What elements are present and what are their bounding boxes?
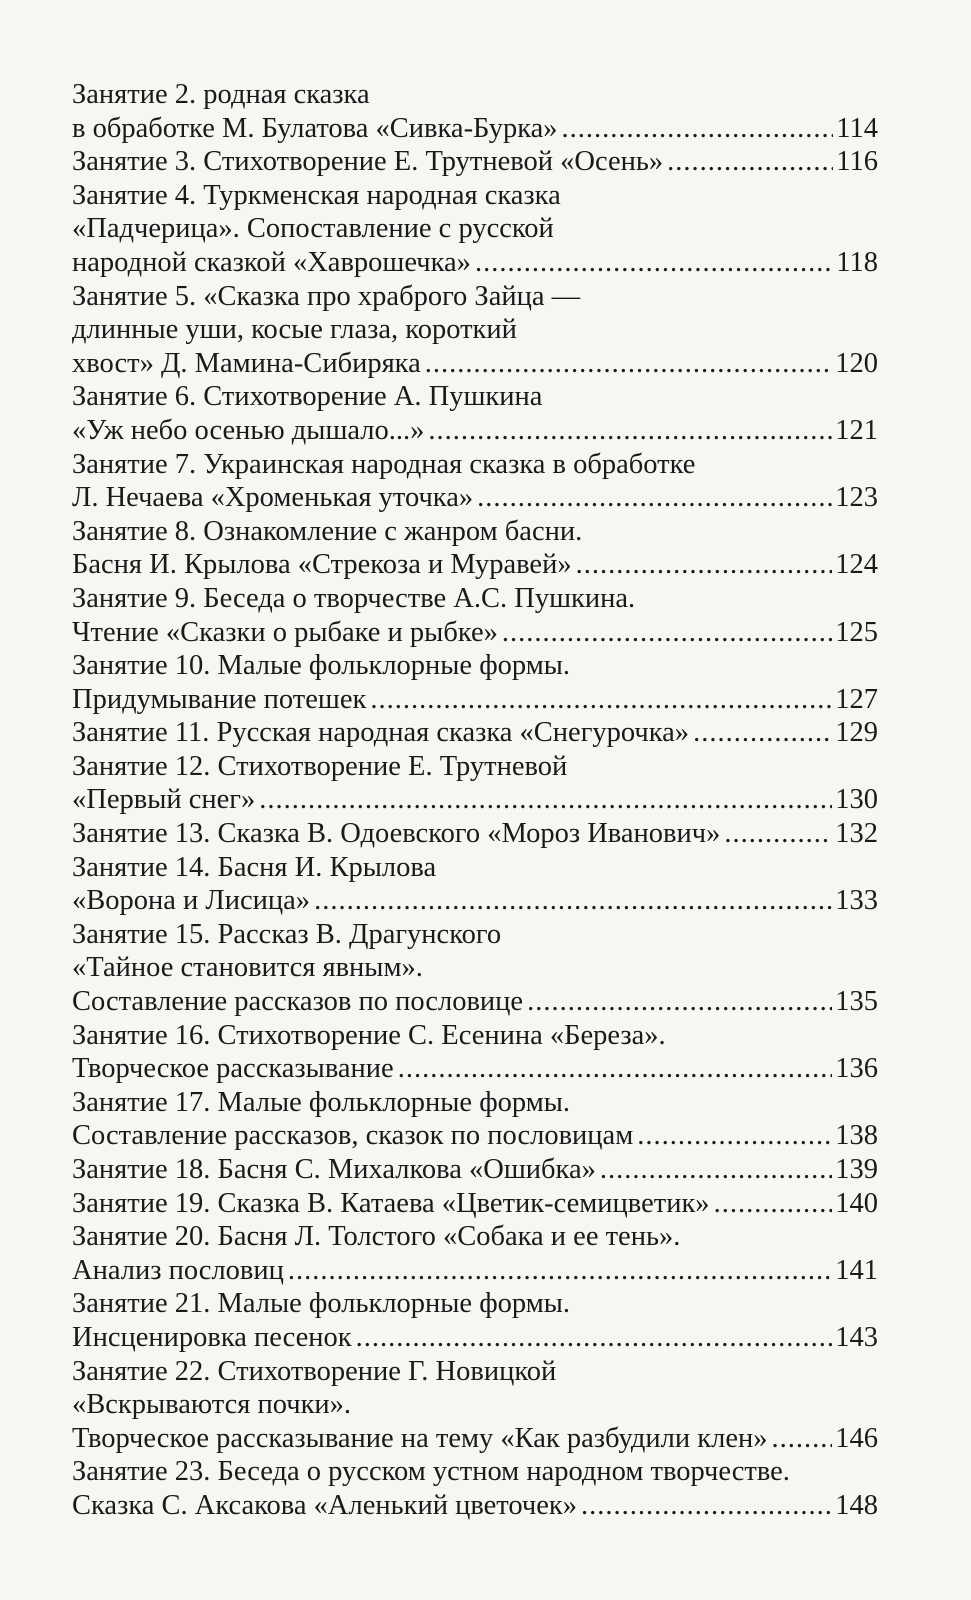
toc-page-number: 133 xyxy=(835,885,878,917)
toc-leader-dots xyxy=(581,1489,832,1523)
toc-entry-line: Занятие 2. родная сказка xyxy=(72,79,370,110)
toc-entry-line: Занятие 14. Басня И. Крылова xyxy=(72,851,437,883)
toc-entry xyxy=(72,280,878,381)
toc-entry-line: Занятие 5. «Сказка про храброго Зайца — xyxy=(72,280,581,312)
toc-entry-last-line xyxy=(72,481,878,515)
toc-entry-title: Л. Нечаева «Хроменькая уточка» xyxy=(72,482,474,514)
toc-entry-last-line xyxy=(72,347,878,381)
toc-page-number: 130 xyxy=(835,784,878,816)
toc-entry-last-line xyxy=(72,985,878,1019)
toc-leader-dots xyxy=(398,1052,833,1086)
toc-entry-title: «Ворона и Лисица» xyxy=(72,885,311,917)
toc-entry-last-line xyxy=(72,683,878,717)
toc-entry-last-line xyxy=(72,112,878,146)
toc-entry-line: Занятие 9. Беседа о творчестве А.С. Пушкина. xyxy=(72,582,636,614)
toc-entry-title: Составление рассказов, сказок по пословицам xyxy=(72,1120,634,1152)
toc-entry-last-line xyxy=(72,884,878,918)
toc-page-number: 129 xyxy=(835,717,878,749)
toc-entry-title: Сказка С. Аксакова «Аленький цветочек» xyxy=(72,1489,577,1521)
toc-entry-title: Чтение «Сказки о рыбаке и рыбке» xyxy=(72,616,498,648)
toc-leader-dots xyxy=(527,985,832,1019)
toc-entry-title: «Первый снег» xyxy=(72,784,256,816)
toc-entry-title: народной сказкой «Хаврошечка» xyxy=(72,246,471,278)
toc-leader-dots xyxy=(425,347,833,381)
toc-entry xyxy=(72,716,878,750)
toc-page-number: 123 xyxy=(835,482,878,514)
toc-entry-title: Составление рассказов по пословице xyxy=(72,986,524,1018)
toc-page-number: 132 xyxy=(835,818,878,850)
toc-page-number: 116 xyxy=(836,146,878,178)
toc-page-number: 127 xyxy=(835,683,878,715)
toc-entry-last-line xyxy=(72,548,878,582)
toc-entry-line: Занятие 22. Стихотворение Г. Новицкой xyxy=(72,1355,557,1387)
toc-entry-line: «Вскрываются почки». xyxy=(72,1389,352,1421)
toc-entry-title: Занятие 11. Русская народная сказка «Снегурочка» xyxy=(72,717,690,749)
toc-entry-title: Занятие 3. Стихотворение Е. Трутневой «Осень» xyxy=(72,146,664,178)
toc-entry-title: Басня И. Крылова «Стрекоза и Муравей» xyxy=(72,549,572,581)
toc-entry-title: Творческое рассказывание на тему «Как разбудили клен» xyxy=(72,1422,768,1454)
toc-entry xyxy=(72,179,878,280)
toc-entry-last-line xyxy=(72,1422,878,1456)
toc-leader-dots xyxy=(502,616,832,650)
toc-page-number: 143 xyxy=(835,1321,878,1353)
toc-entry-last-line xyxy=(72,616,878,650)
toc-entry-line: Занятие 4. Туркменская народная сказка xyxy=(72,179,561,211)
toc-page-number: 140 xyxy=(835,1187,878,1219)
toc-leader-dots xyxy=(370,683,832,717)
toc-entry-line: Занятие 21. Малые фольклорные формы. xyxy=(72,1288,571,1320)
toc-entry xyxy=(72,78,878,145)
toc-entry-title: хвост» Д. Мамина-Сибиряка xyxy=(72,347,421,379)
toc-leader-dots xyxy=(693,716,832,750)
toc-entry-title: Придумывание потешек xyxy=(72,683,367,715)
toc-page-number: 138 xyxy=(835,1120,878,1152)
toc-entry xyxy=(72,1287,878,1354)
toc-entry-last-line xyxy=(72,1321,878,1355)
toc-entry-last-line xyxy=(72,1489,878,1523)
table-of-contents xyxy=(72,78,878,1523)
toc-leader-dots xyxy=(259,783,832,817)
toc-entry xyxy=(72,1455,878,1522)
toc-leader-dots xyxy=(288,1254,832,1288)
toc-leader-dots xyxy=(724,817,832,851)
toc-entry xyxy=(72,817,878,851)
toc-entry xyxy=(72,1086,878,1153)
toc-leader-dots xyxy=(576,548,833,582)
toc-entry-line: Занятие 12. Стихотворение Е. Трутневой xyxy=(72,750,568,782)
toc-leader-dots xyxy=(714,1187,833,1221)
toc-entry-last-line xyxy=(72,783,878,817)
toc-page-number: 139 xyxy=(835,1154,878,1185)
toc-entry-title: Занятие 19. Сказка В. Катаева «Цветик-семицветик» xyxy=(72,1187,710,1219)
toc-entry xyxy=(72,380,878,447)
toc-entry-line: «Падчерица». Сопоставление с русской xyxy=(72,213,554,245)
toc-entry-line: Занятие 16. Стихотворение С. Есенина «Береза». xyxy=(72,1019,666,1051)
toc-page-number: 121 xyxy=(835,414,878,446)
toc-entry-last-line xyxy=(72,817,878,851)
toc-entry-line: «Тайное становится явным». xyxy=(72,952,423,984)
toc-entry-last-line xyxy=(72,1254,878,1288)
toc-entry xyxy=(72,649,878,716)
toc-entry-line: Занятие 23. Беседа о русском устном народном творчестве. xyxy=(72,1456,790,1488)
toc-entry-last-line xyxy=(72,1153,878,1187)
toc-entry-title: Анализ пословиц xyxy=(72,1254,284,1286)
toc-entry-line: Занятие 7. Украинская народная сказка в обработке xyxy=(72,448,696,480)
toc-entry xyxy=(72,1187,878,1221)
toc-page-number: 141 xyxy=(835,1254,878,1286)
toc-entry xyxy=(72,1220,878,1287)
toc-entry xyxy=(72,145,878,179)
toc-leader-dots xyxy=(771,1422,832,1456)
toc-page-number: 120 xyxy=(835,347,878,379)
toc-leader-dots xyxy=(562,112,834,146)
toc-entry xyxy=(72,851,878,918)
toc-entry xyxy=(72,918,878,1019)
toc-leader-dots xyxy=(637,1119,832,1153)
toc-leader-dots xyxy=(475,246,833,280)
toc-entry-title: Творческое рассказывание xyxy=(72,1053,394,1085)
toc-entry-line: Занятие 15. Рассказ В. Драгунского xyxy=(72,918,502,950)
toc-entry-last-line xyxy=(72,1052,878,1086)
toc-page-number: 114 xyxy=(836,112,878,144)
toc-entry-line: Занятие 20. Басня Л. Толстого «Собака и ее тень». xyxy=(72,1221,681,1253)
toc-entry-last-line xyxy=(72,414,878,448)
toc-page-number: 146 xyxy=(835,1422,878,1454)
toc-entry-last-line xyxy=(72,145,878,179)
toc-entry xyxy=(72,515,878,582)
toc-entry-last-line xyxy=(72,246,878,280)
toc-leader-dots xyxy=(667,145,833,179)
toc-entry-title: Занятие 13. Сказка В. Одоевского «Мороз Иванович» xyxy=(72,818,721,850)
toc-entry-line: Занятие 17. Малые фольклорные формы. xyxy=(72,1086,571,1118)
toc-entry xyxy=(72,582,878,649)
toc-entry-last-line xyxy=(72,1119,878,1153)
toc-entry-last-line xyxy=(72,1187,878,1221)
toc-entry-last-line xyxy=(72,716,878,750)
toc-entry xyxy=(72,1153,878,1187)
toc-entry-title: «Уж небо осенью дышало...» xyxy=(72,414,425,446)
toc-entry xyxy=(72,1355,878,1456)
toc-entry-title: Занятие 18. Басня С. Михалкова «Ошибка» xyxy=(72,1154,596,1185)
toc-leader-dots xyxy=(600,1153,832,1187)
toc-page-number: 118 xyxy=(836,246,878,278)
toc-page-number: 136 xyxy=(835,1053,878,1085)
toc-entry-line: Занятие 10. Малые фольклорные формы. xyxy=(72,650,571,682)
toc-entry-title: в обработке М. Булатова «Сивка-Бурка» xyxy=(72,112,558,144)
toc-leader-dots xyxy=(356,1321,833,1355)
toc-page-number: 125 xyxy=(835,616,878,648)
toc-entry-title: Инсценировка песенок xyxy=(72,1321,352,1353)
toc-page-number: 148 xyxy=(835,1489,878,1521)
toc-entry xyxy=(72,1019,878,1086)
toc-entry xyxy=(72,448,878,515)
toc-entry-line: Занятие 8. Ознакомление с жанром басни. xyxy=(72,515,583,547)
toc-entry-line: Занятие 6. Стихотворение А. Пушкина xyxy=(72,381,543,413)
toc-page-number: 124 xyxy=(835,549,878,581)
toc-entry-line: длинные уши, косые глаза, короткий xyxy=(72,314,517,346)
toc-leader-dots xyxy=(428,414,832,448)
toc-leader-dots xyxy=(314,884,832,918)
toc-page-number: 135 xyxy=(835,986,878,1018)
toc-entry xyxy=(72,750,878,817)
toc-leader-dots xyxy=(477,481,832,515)
